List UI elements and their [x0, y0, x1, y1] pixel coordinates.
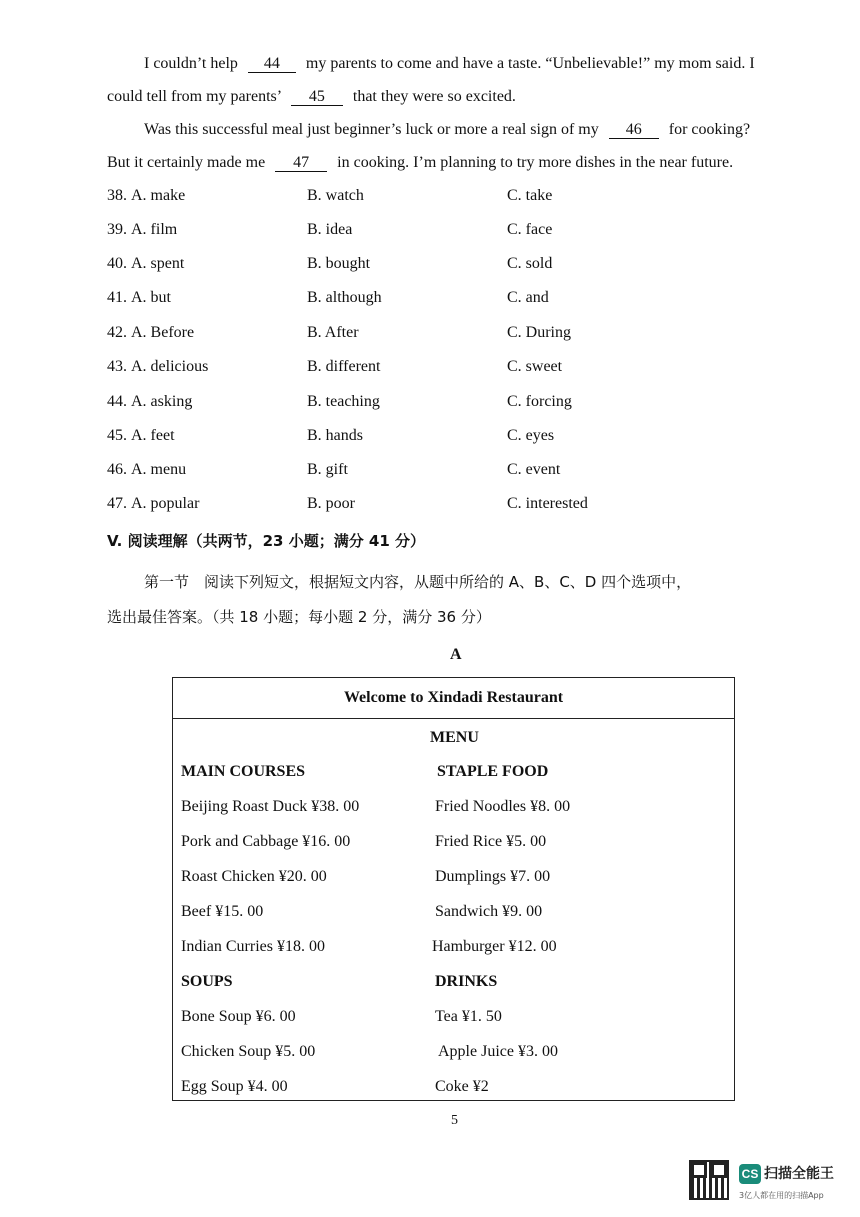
option-a: A. make — [131, 187, 186, 204]
menu-item: Beijing Roast Duck ¥38. 00 — [181, 798, 360, 815]
option-row — [0, 358, 860, 382]
menu-item: Coke ¥2 — [435, 1078, 489, 1095]
option-c: C. During — [507, 324, 571, 341]
menu-item: Dumplings ¥7. 00 — [435, 868, 551, 885]
option-row — [0, 461, 860, 485]
passage-line-3 — [144, 121, 750, 139]
passage-text: Was this successful meal just beginner’s luck or more a real sign of my — [144, 121, 599, 138]
menu-item: Fried Noodles ¥8. 00 — [435, 798, 571, 815]
watermark-subtitle: 3亿人都在用的扫描App — [739, 1191, 824, 1200]
blank-44: 44 — [248, 56, 296, 73]
passage-text: for cooking? — [668, 121, 751, 138]
option-c: C. sweet — [507, 358, 563, 375]
option-a: A. Before — [131, 324, 195, 341]
option-b: B. although — [307, 289, 382, 306]
menu-item: Tea ¥1. 50 — [435, 1008, 502, 1025]
option-a: A. film — [131, 221, 178, 238]
soups-heading: SOUPS — [181, 973, 233, 990]
camscanner-logo-icon: CS — [739, 1164, 761, 1184]
instruction-line-2: 选出最佳答案。（共 18 小题；每小题 2 分，满分 36 分） — [107, 608, 491, 626]
passage-text: my parents to come and have a taste. “Unbelievable!” my mom said. I — [305, 55, 755, 72]
menu-item: Beef ¥15. 00 — [181, 903, 264, 920]
option-number: 38. — [107, 187, 127, 204]
watermark-brand: 扫描全能王 — [764, 1166, 834, 1182]
option-b: B. watch — [307, 187, 364, 204]
option-row — [0, 221, 860, 245]
option-number: 44. — [107, 393, 127, 410]
option-b: B. gift — [307, 461, 348, 478]
passage-line-4 — [107, 154, 733, 172]
option-a: A. spent — [131, 255, 185, 272]
option-row — [0, 495, 860, 519]
option-c: C. take — [507, 187, 553, 204]
blank-46: 46 — [609, 122, 659, 139]
menu-item: Pork and Cabbage ¥16. 00 — [181, 833, 351, 850]
option-row — [0, 324, 860, 348]
menu-item: Fried Rice ¥5. 00 — [435, 833, 547, 850]
option-c: C. eyes — [507, 427, 555, 444]
option-b: B. hands — [307, 427, 363, 444]
option-number: 46. — [107, 461, 127, 478]
passage-line-2 — [107, 88, 516, 106]
menu-item: Sandwich ¥9. 00 — [435, 903, 543, 920]
menu-item: Egg Soup ¥4. 00 — [181, 1078, 288, 1095]
option-c: C. face — [507, 221, 553, 238]
option-a: A. popular — [131, 495, 200, 512]
option-number: 45. — [107, 427, 127, 444]
option-number: 41. — [107, 289, 127, 306]
menu-item: Hamburger ¥12. 00 — [432, 938, 557, 955]
option-c: C. sold — [507, 255, 553, 272]
option-number: 42. — [107, 324, 127, 341]
blank-47: 47 — [275, 155, 327, 172]
option-b: B. After — [307, 324, 359, 341]
passage-text: could tell from my parents’ — [107, 88, 281, 105]
menu-item: Apple Juice ¥3. 00 — [438, 1043, 558, 1060]
main-courses-heading: MAIN COURSES — [181, 763, 306, 780]
menu-item: Chicken Soup ¥5. 00 — [181, 1043, 316, 1060]
passage-text: I couldn’t help — [144, 55, 238, 72]
option-c: C. event — [507, 461, 561, 478]
passage-text: in cooking. I’m planning to try more dishes in the near future. — [337, 154, 734, 171]
option-row — [0, 289, 860, 313]
option-row — [0, 255, 860, 279]
qr-code-icon — [689, 1160, 729, 1200]
option-row — [0, 427, 860, 451]
menu-box — [172, 677, 735, 1101]
menu-subtitle: MENU — [430, 729, 479, 746]
passage-text: that they were so excited. — [352, 88, 516, 105]
option-number: 39. — [107, 221, 127, 238]
instruction-line-1: 第一节 阅读下列短文，根据短文内容，从题中所给的 A、B、C、D 四个选项中， — [144, 573, 692, 591]
menu-item: Bone Soup ¥6. 00 — [181, 1008, 296, 1025]
option-b: B. idea — [307, 221, 353, 238]
passage-line-1 — [144, 55, 755, 73]
option-a: A. asking — [131, 393, 193, 410]
option-number: 47. — [107, 495, 127, 512]
option-c: C. forcing — [507, 393, 572, 410]
option-row — [0, 187, 860, 211]
option-a: A. feet — [131, 427, 175, 444]
page-number: 5 — [451, 1113, 458, 1128]
option-a: A. delicious — [131, 358, 209, 375]
menu-item: Roast Chicken ¥20. 00 — [181, 868, 327, 885]
option-b: B. poor — [307, 495, 355, 512]
staple-food-heading: STAPLE FOOD — [437, 763, 549, 780]
option-a: A. but — [131, 289, 171, 306]
part-label: A — [450, 646, 462, 663]
menu-item: Indian Curries ¥18. 00 — [181, 938, 325, 955]
section-heading: V. 阅读理解（共两节，23 小题；满分 41 分） — [107, 532, 426, 550]
passage-text: But it certainly made me — [107, 154, 266, 171]
blank-45: 45 — [291, 89, 343, 106]
menu-title: Welcome to Xindadi Restaurant — [173, 678, 734, 719]
option-number: 40. — [107, 255, 127, 272]
option-c: C. and — [507, 289, 549, 306]
option-number: 43. — [107, 358, 127, 375]
option-b: B. bought — [307, 255, 371, 272]
option-b: B. different — [307, 358, 381, 375]
option-row — [0, 393, 860, 417]
option-a: A. menu — [131, 461, 187, 478]
option-b: B. teaching — [307, 393, 380, 410]
option-c: C. interested — [507, 495, 588, 512]
drinks-heading: DRINKS — [435, 973, 498, 990]
